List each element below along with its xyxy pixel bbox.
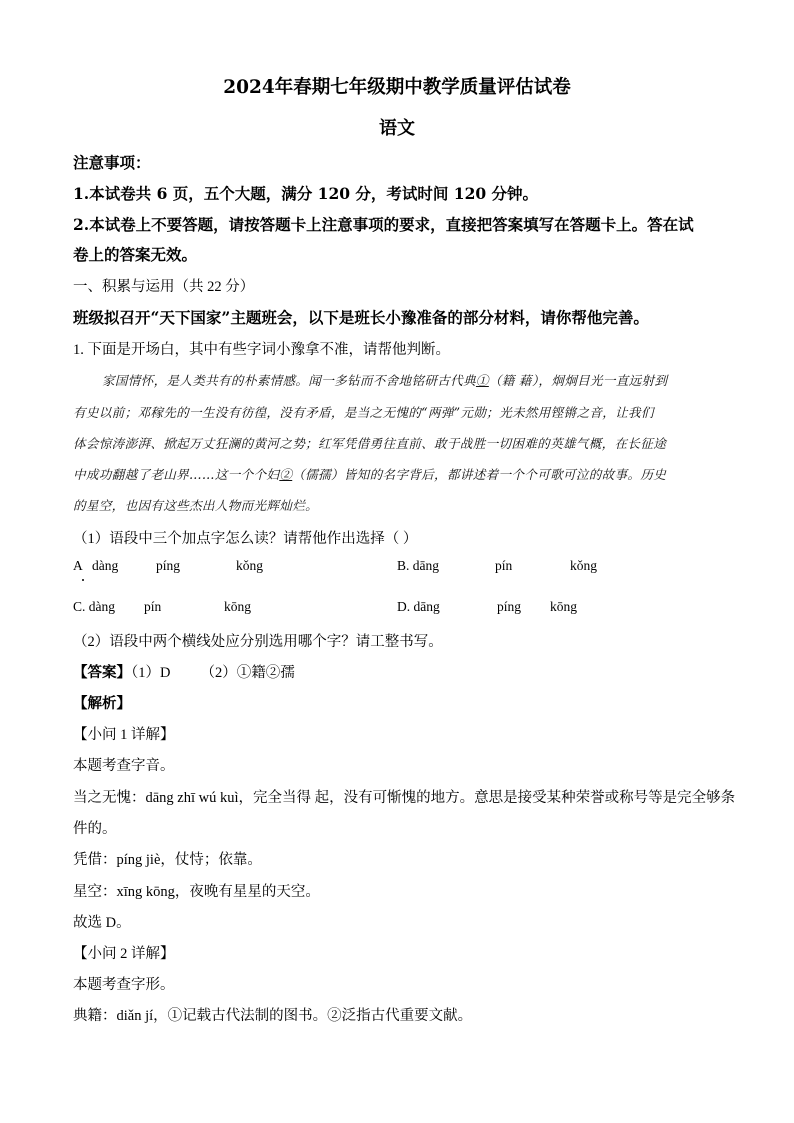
passage-text: （籍 藉），炯炯目光一直远射到 — [488, 373, 668, 388]
option-a-pinyin-3: kǒng — [236, 558, 263, 573]
option-b-pinyin-3: kǒng — [570, 558, 597, 573]
passage-line-5: 的星空，也因有这些杰出人物而光辉灿烂。 — [73, 498, 318, 513]
analysis-text: 星空：xīng kōng，夜晚有星星的天空。 — [73, 884, 320, 900]
notice-heading: 注意事项： — [73, 153, 151, 172]
option-a-pinyin-2: píng — [156, 558, 181, 573]
answer-line — [73, 661, 295, 682]
notice-item-2-line-2: 卷上的答案无效。 — [73, 245, 198, 264]
section-heading: 一、积累与运用（共 22 分） — [73, 279, 255, 295]
exam-title: 2024年春期七年级期中教学质量评估试卷 — [223, 77, 571, 98]
analysis-text: 本题考查字音。 — [73, 758, 175, 774]
option-c-pinyin-2: pín — [144, 599, 162, 614]
notice-item-1: 1.本试卷共 6 页，五个大题，满分 120 分，考试时间 120 分钟。 — [73, 184, 539, 203]
analysis-q2-heading: 【小问 2 详解】 — [73, 946, 175, 962]
option-c-label: C. dàng — [73, 599, 115, 614]
passage-line-4 — [73, 464, 666, 483]
analysis-text: 凭借：píng jiè，仗恃；依靠。 — [73, 852, 262, 868]
answer-part-1: （1）D — [131, 665, 171, 681]
emphasis-dot — [82, 579, 84, 581]
passage-text: 中成功翻越了老山界……这一个个妇 — [73, 467, 280, 482]
analysis-text: 本题考查字形。 — [73, 977, 175, 993]
option-a-label: A — [73, 558, 83, 573]
option-d-pinyin-3: kōng — [550, 599, 577, 614]
sub-question-2: （2）语段中两个横线处应分别选用哪个字？请工整书写。 — [73, 634, 443, 650]
analysis-q1-heading: 【小问 1 详解】 — [73, 727, 175, 743]
passage-line-1 — [102, 370, 667, 389]
analysis-text: 当之无愧：dāng zhī wú kuì，完全当得 起，没有可惭愧的地方。意思是接受某种荣誉或称号等是完全够条 — [73, 790, 736, 806]
option-c-pinyin-3: kōng — [224, 599, 251, 614]
analysis-tag: 【解析】 — [73, 695, 131, 712]
blank-marker-1: ① — [475, 373, 489, 388]
passage-line-3: 体会惊涛澎湃、掀起万丈狂澜的黄河之势；红军凭借勇往直前、敢于战胜一切困难的英雄气概，在长征途 — [73, 436, 667, 451]
question-1: 1. 下面是开场白，其中有些字词小豫拿不准，请帮他判断。 — [73, 342, 450, 358]
passage-line-2: 有史以前；邓稼先的一生没有彷徨，没有矛盾，是当之无愧的“两弹”元勋；光未然用铿锵之音，让我们 — [73, 405, 654, 420]
sub-question-1: （1）语段中三个加点字怎么读？请帮他作出选择（ ） — [73, 531, 418, 547]
analysis-text: 典籍：diǎn jí，①记载古代法制的图书。②泛指古代重要文献。 — [73, 1008, 473, 1024]
analysis-text: 件的。 — [73, 821, 117, 837]
answer-part-2: （2）①籍②孺 — [200, 665, 295, 681]
option-d-pinyin-2: píng — [497, 599, 522, 614]
passage-text: 家国情怀，是人类共有的朴素情感。闻一多钻而不舍地铭研古代典 — [102, 373, 476, 388]
option-d-label: D. dāng — [397, 599, 440, 614]
analysis-text: 故选 D。 — [73, 915, 131, 931]
passage-text: （儒孺）皆知的名字背后，都讲述着一个个可歌可泣的故事。历史 — [292, 467, 667, 482]
subject-title: 语文 — [379, 118, 415, 139]
option-b-label: B. dāng — [397, 558, 439, 573]
blank-marker-2: ② — [279, 467, 293, 482]
option-a-pinyin-1: dàng — [92, 558, 119, 573]
option-b-pinyin-2: pín — [495, 558, 513, 573]
notice-item-2-line-1: 2.本试卷上不要答题，请按答题卡上注意事项的要求，直接把答案填写在答题卡上。答在试 — [73, 215, 694, 234]
section-intro: 班级拟召开“天下国家”主题班会，以下是班长小豫准备的部分材料，请你帮他完善。 — [73, 308, 649, 327]
answer-tag: 【答案】 — [73, 664, 131, 681]
